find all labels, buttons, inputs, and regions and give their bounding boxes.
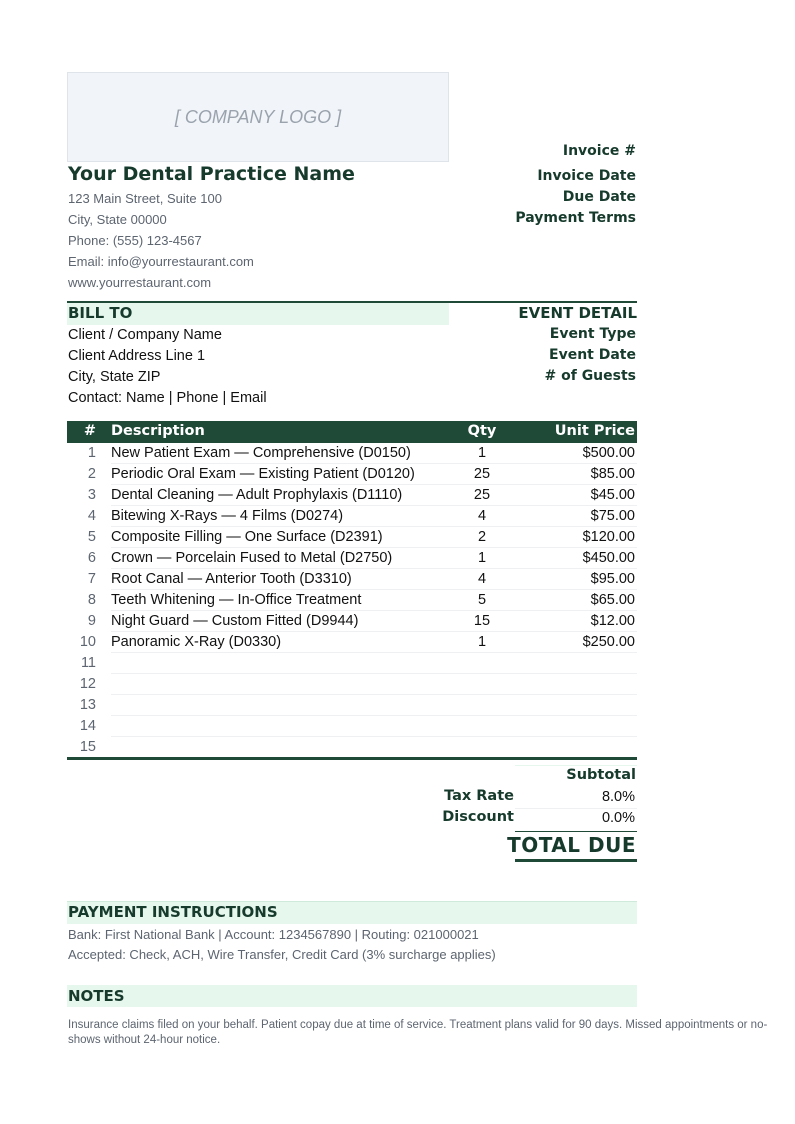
table-bottom-rule [67,757,637,760]
row-description: Composite Filling — One Surface (D2391) [111,529,383,545]
table-row [67,737,637,758]
tax-rate-value: 8.0% [601,789,635,805]
row-qty: 4 [477,571,487,587]
row-qty: 25 [473,487,491,503]
table-row [67,569,637,590]
table-row [67,464,637,485]
row-unit-price: $120.00 [582,529,635,545]
event-type-label: Event Type [549,326,636,342]
notes-line-1: Insurance claims filed on your behalf. Patient copay due at time of service. Treatment plans valid for 90 days. Missed appointments or no- [68,1019,768,1031]
row-description: Dental Cleaning — Adult Prophylaxis (D1110) [111,487,403,503]
event-date-label: Event Date [549,347,636,363]
header-description: Description [111,423,205,439]
company-logo-placeholder [67,72,449,162]
row-qty: 4 [477,508,487,524]
row-number: 13 [79,697,96,713]
table-row [67,716,637,737]
subtotal-top-rule [515,765,637,766]
table-row [67,485,637,506]
practice-city: City, State 00000 [68,212,167,227]
event-details-heading: EVENT DETAIL [518,304,637,322]
row-number: 2 [87,466,96,482]
subtotal-label: Subtotal [566,767,636,783]
row-unit-price: $250.00 [582,634,635,650]
row-number: 12 [79,676,96,692]
row-description: Crown — Porcelain Fused to Metal (D2750) [111,550,393,566]
row-description: Teeth Whitening — In-Office Treatment [111,592,362,608]
total-due-bottom-rule [515,859,637,862]
client-contact: Contact: Name | Phone | Email [68,390,267,406]
row-number: 10 [79,634,96,650]
notes-heading: NOTES [68,987,125,1005]
row-qty: 15 [473,613,491,629]
row-unit-price: $450.00 [582,550,635,566]
line-items-header [67,421,637,443]
table-row [67,653,637,674]
notes-band [67,985,637,1007]
header-qty: Qty [467,423,497,439]
payment-terms-label: Payment Terms [515,210,636,226]
table-row [67,527,637,548]
practice-name: Your Dental Practice Name [68,163,355,185]
bank-details: Bank: First National Bank | Account: 1234567890 | Routing: 021000021 [68,927,479,942]
row-unit-price: $75.00 [590,508,635,524]
table-row [67,611,637,632]
row-number: 14 [79,718,96,734]
accepted-methods: Accepted: Check, ACH, Wire Transfer, Credit Card (3% surcharge applies) [68,947,496,962]
row-description: Panoramic X-Ray (D0330) [111,634,282,650]
discount-value: 0.0% [601,810,635,826]
client-city: City, State ZIP [68,369,161,385]
payment-heading: PAYMENT INSTRUCTIONS [68,903,278,921]
row-qty: 1 [477,445,487,461]
guest-count-label: # of Guests [544,368,636,384]
table-row [67,506,637,527]
tax-rate-label: Tax Rate [444,788,514,804]
notes-line-2: shows without 24-hour notice. [68,1034,221,1046]
row-number: 1 [87,445,96,461]
row-number: 6 [87,550,96,566]
row-qty: 25 [473,466,491,482]
row-unit-price: $12.00 [590,613,635,629]
row-unit-price: $85.00 [590,466,635,482]
notes-text [68,1018,768,1048]
row-description: Bitewing X-Rays — 4 Films (D0274) [111,508,344,524]
invoice-number-label: Invoice # [562,143,636,159]
row-qty: 2 [477,529,487,545]
row-number: 15 [79,739,96,755]
row-description: Night Guard — Custom Fitted (D9944) [111,613,359,629]
table-row [67,695,637,716]
total-due-label: TOTAL DUE [507,833,636,857]
row-qty: 1 [477,550,487,566]
row-unit-price: $500.00 [582,445,635,461]
header-unit-price: Unit Price [554,423,635,439]
client-address: Client Address Line 1 [68,348,206,364]
row-number: 8 [87,592,96,608]
row-number: 5 [87,529,96,545]
row-description: Root Canal — Anterior Tooth (D3310) [111,571,352,587]
total-due-top-rule [515,831,637,832]
practice-website: www.yourrestaurant.com [68,275,212,290]
row-number: 9 [87,613,96,629]
row-number: 4 [87,508,96,524]
discount-label: Discount [442,809,514,825]
practice-address: 123 Main Street, Suite 100 [68,191,222,206]
row-unit-price: $65.00 [590,592,635,608]
logo-text: [ COMPANY LOGO ] [174,106,342,127]
row-qty: 1 [477,634,487,650]
client-name: Client / Company Name [68,327,222,343]
due-date-label: Due Date [562,189,636,205]
row-description: Periodic Oral Exam — Existing Patient (D0120) [111,466,415,482]
row-qty: 5 [477,592,487,608]
table-row [67,674,637,695]
row-number: 11 [80,655,96,671]
row-number: 7 [87,571,96,587]
row-unit-price: $95.00 [590,571,635,587]
table-row [67,443,637,464]
row-description: New Patient Exam — Comprehensive (D0150) [111,445,411,461]
bill-to-heading: BILL TO [68,304,133,322]
row-unit-price: $45.00 [590,487,635,503]
header-number: # [83,423,96,439]
practice-email: Email: info@yourrestaurant.com [68,254,254,269]
practice-phone: Phone: (555) 123-4567 [68,233,202,248]
table-row [67,548,637,569]
table-row [67,632,637,653]
invoice-date-label: Invoice Date [537,168,636,184]
totals-divider [515,808,637,809]
table-row [67,590,637,611]
row-number: 3 [87,487,96,503]
